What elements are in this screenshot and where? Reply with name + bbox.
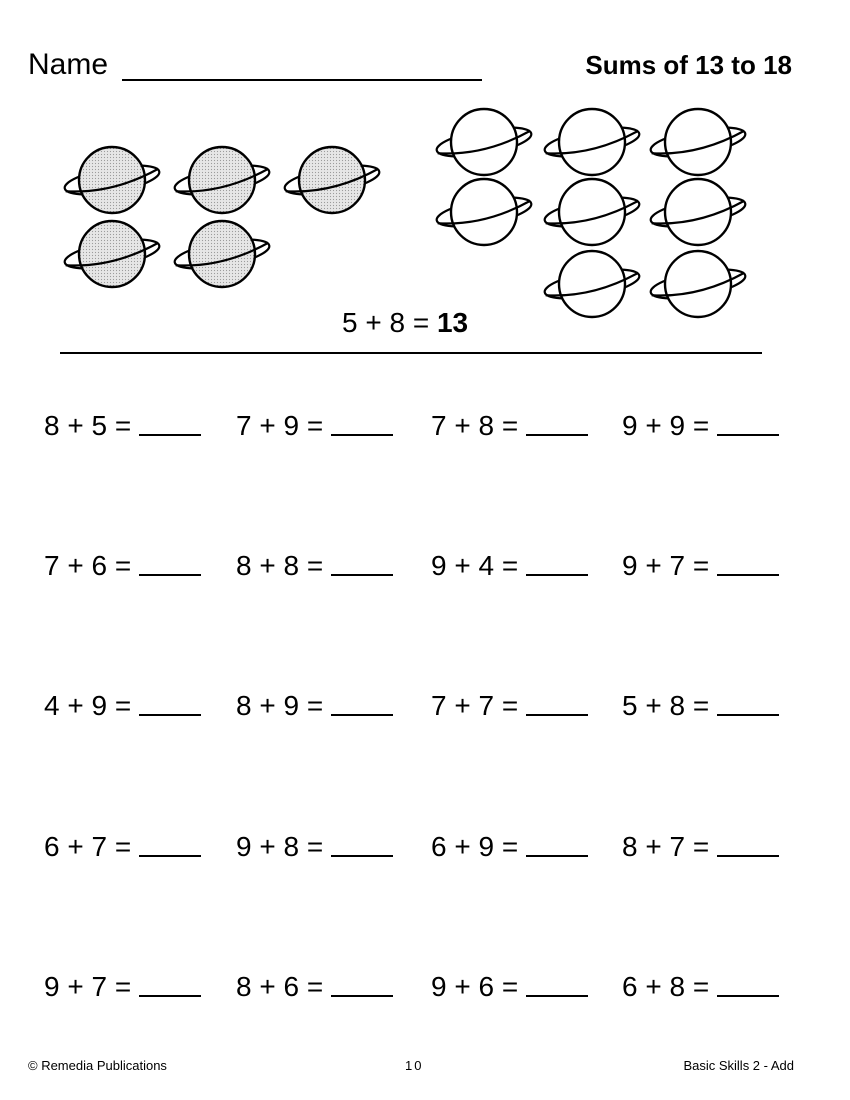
planet-icon: [649, 251, 748, 317]
divider-line: [60, 352, 762, 354]
page-number: 10: [405, 1058, 424, 1073]
answer-blank[interactable]: [526, 995, 588, 997]
problem-expression: 6 + 9 =: [431, 831, 519, 862]
planet-icon: [435, 109, 534, 175]
answer-blank[interactable]: [331, 855, 393, 857]
problem-expression: 9 + 9 =: [622, 410, 710, 441]
problem-item: [431, 831, 588, 863]
answer-blank[interactable]: [717, 714, 779, 716]
problem-item: [44, 550, 201, 582]
problem-expression: 4 + 9 =: [44, 690, 132, 721]
problem-expression: 5 + 8 =: [622, 690, 710, 721]
planets-illustration: [0, 0, 850, 360]
problem-expression: 8 + 9 =: [236, 690, 324, 721]
answer-blank[interactable]: [717, 434, 779, 436]
problem-item: [431, 690, 588, 722]
problem-item: [622, 831, 779, 863]
problem-expression: 9 + 6 =: [431, 971, 519, 1002]
example-equation: [342, 307, 468, 339]
problem-item: [622, 690, 779, 722]
problem-expression: 7 + 7 =: [431, 690, 519, 721]
answer-blank[interactable]: [139, 855, 201, 857]
planet-icon: [543, 179, 642, 245]
problem-expression: 8 + 8 =: [236, 550, 324, 581]
problem-expression: 7 + 9 =: [236, 410, 324, 441]
problem-item: [622, 550, 779, 582]
planet-icon: [283, 147, 382, 213]
answer-blank[interactable]: [331, 995, 393, 997]
page-title: Sums of 13 to 18: [585, 50, 792, 80]
planet-icon: [173, 221, 272, 287]
problem-expression: 6 + 8 =: [622, 971, 710, 1002]
problem-item: [236, 690, 393, 722]
answer-blank[interactable]: [139, 714, 201, 716]
problem-item: [236, 550, 393, 582]
problem-item: [431, 971, 588, 1003]
problem-item: [236, 410, 393, 442]
planet-icon: [649, 179, 748, 245]
problem-item: [44, 690, 201, 722]
answer-blank[interactable]: [331, 714, 393, 716]
answer-blank[interactable]: [717, 995, 779, 997]
planet-icon: [435, 179, 534, 245]
example-expression: 5 + 8 =: [342, 307, 430, 338]
answer-blank[interactable]: [526, 855, 588, 857]
problem-item: [44, 971, 201, 1003]
problem-expression: 7 + 6 =: [44, 550, 132, 581]
problem-expression: 8 + 7 =: [622, 831, 710, 862]
planet-icon: [173, 147, 272, 213]
footer-publisher: © Remedia Publications: [28, 1058, 167, 1073]
problem-expression: 7 + 8 =: [431, 410, 519, 441]
problem-expression: 6 + 7 =: [44, 831, 132, 862]
problem-item: [431, 550, 588, 582]
answer-blank[interactable]: [717, 855, 779, 857]
name-label: Name: [28, 48, 109, 81]
problem-expression: 9 + 4 =: [431, 550, 519, 581]
answer-blank[interactable]: [526, 574, 588, 576]
problem-item: [44, 831, 201, 863]
problem-expression: 9 + 7 =: [44, 971, 132, 1002]
answer-blank[interactable]: [526, 714, 588, 716]
answer-blank[interactable]: [526, 434, 588, 436]
problem-expression: 8 + 5 =: [44, 410, 132, 441]
problem-item: [236, 831, 393, 863]
answer-blank[interactable]: [139, 574, 201, 576]
footer-book-title: Basic Skills 2 - Add: [683, 1058, 794, 1073]
answer-blank[interactable]: [139, 434, 201, 436]
planet-icon: [649, 109, 748, 175]
planet-icon: [63, 221, 162, 287]
planet-icon: [63, 147, 162, 213]
example-sum: 13: [436, 307, 469, 338]
problem-expression: 9 + 8 =: [236, 831, 324, 862]
problem-item: [44, 410, 201, 442]
answer-blank[interactable]: [331, 434, 393, 436]
problem-item: [622, 410, 779, 442]
answer-blank[interactable]: [139, 995, 201, 997]
answer-blank[interactable]: [717, 574, 779, 576]
planet-icon: [543, 109, 642, 175]
problem-expression: 9 + 7 =: [622, 550, 710, 581]
problem-expression: 8 + 6 =: [236, 971, 324, 1002]
answer-blank[interactable]: [331, 574, 393, 576]
problem-item: [236, 971, 393, 1003]
problem-item: [431, 410, 588, 442]
planet-icon: [543, 251, 642, 317]
problem-item: [622, 971, 779, 1003]
